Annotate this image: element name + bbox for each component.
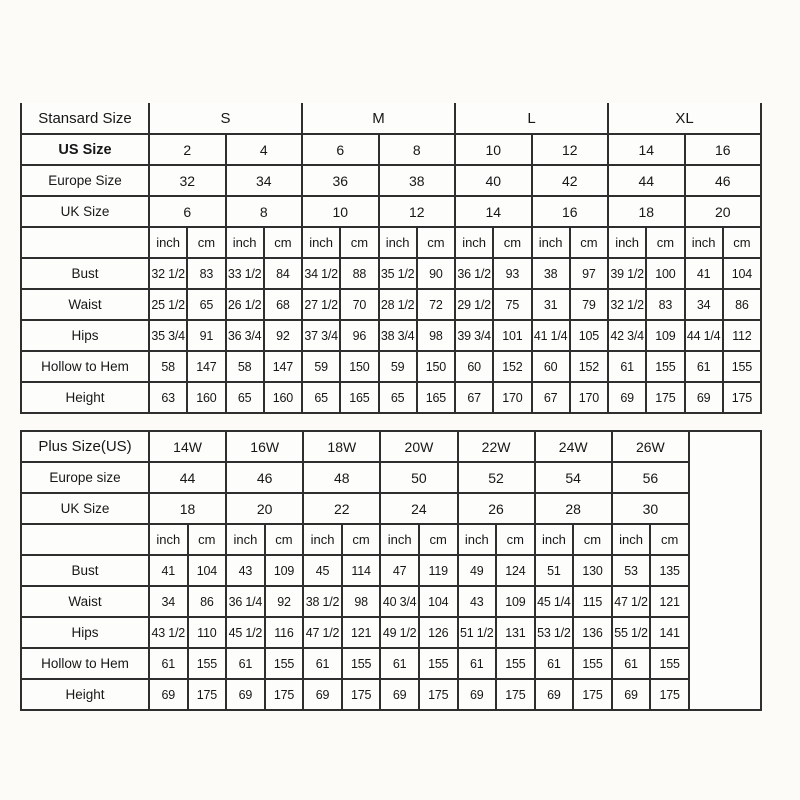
unit-label-cm: cm bbox=[646, 227, 684, 258]
measurement-value: 126 bbox=[419, 617, 458, 648]
unit-header-row bbox=[21, 227, 761, 258]
measurement-value: 45 bbox=[303, 555, 342, 586]
table-row bbox=[21, 555, 761, 586]
size-value: 16 bbox=[532, 196, 609, 227]
row-label-uk-size: UK Size bbox=[21, 196, 149, 227]
table-row bbox=[21, 134, 761, 165]
measurement-value: 141 bbox=[650, 617, 689, 648]
measurement-value: 38 bbox=[532, 258, 570, 289]
measurement-value: 69 bbox=[535, 679, 574, 710]
table-row bbox=[21, 165, 761, 196]
plus-size-header-16w: 16W bbox=[226, 431, 303, 462]
size-value: 46 bbox=[685, 165, 762, 196]
measurement-value: 175 bbox=[265, 679, 304, 710]
measurement-value: 170 bbox=[570, 382, 608, 413]
unit-label-inch: inch bbox=[535, 524, 574, 555]
measurement-value: 135 bbox=[650, 555, 689, 586]
measurement-value: 175 bbox=[723, 382, 761, 413]
measurement-value: 155 bbox=[573, 648, 612, 679]
size-value: 52 bbox=[458, 462, 535, 493]
unit-label-cm: cm bbox=[342, 524, 381, 555]
row-label-height: Height bbox=[21, 382, 149, 413]
size-value: 48 bbox=[303, 462, 380, 493]
table-row bbox=[21, 320, 761, 351]
measurement-value: 28 1/2 bbox=[379, 289, 417, 320]
measurement-value: 160 bbox=[187, 382, 225, 413]
measurement-value: 39 3/4 bbox=[455, 320, 493, 351]
size-value: 12 bbox=[379, 196, 456, 227]
measurement-value: 65 bbox=[187, 289, 225, 320]
measurement-value: 36 1/2 bbox=[455, 258, 493, 289]
measurement-value: 83 bbox=[646, 289, 684, 320]
measurement-value: 61 bbox=[303, 648, 342, 679]
measurement-value: 100 bbox=[646, 258, 684, 289]
measurement-value: 49 bbox=[458, 555, 497, 586]
size-value: 6 bbox=[302, 134, 379, 165]
size-value: 34 bbox=[226, 165, 303, 196]
size-value: 50 bbox=[380, 462, 457, 493]
measurement-value: 152 bbox=[570, 351, 608, 382]
measurement-value: 165 bbox=[340, 382, 378, 413]
size-value: 20 bbox=[226, 493, 303, 524]
measurement-value: 155 bbox=[496, 648, 535, 679]
measurement-value: 38 3/4 bbox=[379, 320, 417, 351]
measurement-value: 109 bbox=[646, 320, 684, 351]
measurement-value: 104 bbox=[419, 586, 458, 617]
measurement-value: 92 bbox=[265, 586, 304, 617]
measurement-value: 175 bbox=[573, 679, 612, 710]
unit-label-inch: inch bbox=[380, 524, 419, 555]
measurement-value: 40 3/4 bbox=[380, 586, 419, 617]
table-row bbox=[21, 493, 761, 524]
table-row bbox=[21, 351, 761, 382]
measurement-value: 51 1/2 bbox=[458, 617, 497, 648]
measurement-value: 150 bbox=[340, 351, 378, 382]
measurement-value: 26 1/2 bbox=[226, 289, 264, 320]
size-value: 44 bbox=[608, 165, 685, 196]
measurement-value: 69 bbox=[226, 679, 265, 710]
measurement-value: 27 1/2 bbox=[302, 289, 340, 320]
measurement-value: 34 1/2 bbox=[302, 258, 340, 289]
size-value: 44 bbox=[149, 462, 226, 493]
measurement-value: 63 bbox=[149, 382, 187, 413]
size-value: 22 bbox=[303, 493, 380, 524]
measurement-value: 115 bbox=[573, 586, 612, 617]
measurement-value: 160 bbox=[264, 382, 302, 413]
size-value: 30 bbox=[612, 493, 689, 524]
measurement-value: 49 1/2 bbox=[380, 617, 419, 648]
measurement-value: 84 bbox=[264, 258, 302, 289]
size-value: 42 bbox=[532, 165, 609, 196]
size-value: 8 bbox=[226, 196, 303, 227]
plus-size-header-22w: 22W bbox=[458, 431, 535, 462]
table-row bbox=[21, 289, 761, 320]
unit-label-inch: inch bbox=[303, 524, 342, 555]
row-label-hollow-to-hem: Hollow to Hem bbox=[21, 351, 149, 382]
measurement-value: 65 bbox=[302, 382, 340, 413]
row-label-waist: Waist bbox=[21, 289, 149, 320]
size-value: 28 bbox=[535, 493, 612, 524]
measurement-value: 61 bbox=[608, 351, 646, 382]
measurement-value: 25 1/2 bbox=[149, 289, 187, 320]
row-label-hips: Hips bbox=[21, 320, 149, 351]
measurement-value: 131 bbox=[496, 617, 535, 648]
measurement-value: 69 bbox=[458, 679, 497, 710]
measurement-value: 175 bbox=[496, 679, 535, 710]
measurement-value: 68 bbox=[264, 289, 302, 320]
measurement-value: 47 bbox=[380, 555, 419, 586]
unit-label-inch: inch bbox=[608, 227, 646, 258]
row-label-bust: Bust bbox=[21, 258, 149, 289]
size-value: 2 bbox=[149, 134, 226, 165]
measurement-value: 65 bbox=[226, 382, 264, 413]
corner-label: Stansard Size bbox=[21, 103, 149, 134]
measurement-value: 61 bbox=[149, 648, 188, 679]
measurement-value: 116 bbox=[265, 617, 304, 648]
size-group-header-m: M bbox=[302, 103, 455, 134]
measurement-value: 155 bbox=[650, 648, 689, 679]
measurement-value: 155 bbox=[646, 351, 684, 382]
measurement-value: 83 bbox=[187, 258, 225, 289]
measurement-value: 36 3/4 bbox=[226, 320, 264, 351]
unit-label-inch: inch bbox=[455, 227, 493, 258]
measurement-value: 32 1/2 bbox=[608, 289, 646, 320]
measurement-value: 136 bbox=[573, 617, 612, 648]
measurement-value: 175 bbox=[646, 382, 684, 413]
measurement-value: 67 bbox=[455, 382, 493, 413]
measurement-value: 79 bbox=[570, 289, 608, 320]
measurement-value: 72 bbox=[417, 289, 455, 320]
corner-label: Plus Size(US) bbox=[21, 431, 149, 462]
measurement-value: 58 bbox=[226, 351, 264, 382]
measurement-value: 98 bbox=[417, 320, 455, 351]
measurement-value: 109 bbox=[265, 555, 304, 586]
measurement-value: 104 bbox=[723, 258, 761, 289]
unit-label-cm: cm bbox=[188, 524, 227, 555]
size-group-header-l: L bbox=[455, 103, 608, 134]
size-value: 12 bbox=[532, 134, 609, 165]
measurement-value: 60 bbox=[455, 351, 493, 382]
size-value: 26 bbox=[458, 493, 535, 524]
unit-label-cm: cm bbox=[187, 227, 225, 258]
unit-label-inch: inch bbox=[458, 524, 497, 555]
measurement-value: 121 bbox=[342, 617, 381, 648]
measurement-value: 75 bbox=[493, 289, 531, 320]
unit-label-inch: inch bbox=[685, 227, 723, 258]
unit-label-inch: inch bbox=[226, 524, 265, 555]
measurement-value: 59 bbox=[379, 351, 417, 382]
measurement-value: 60 bbox=[532, 351, 570, 382]
row-label-hips: Hips bbox=[21, 617, 149, 648]
measurement-value: 41 bbox=[149, 555, 188, 586]
size-value: 46 bbox=[226, 462, 303, 493]
empty-spacer-column bbox=[689, 431, 761, 710]
measurement-value: 88 bbox=[340, 258, 378, 289]
size-value: 36 bbox=[302, 165, 379, 196]
measurement-value: 155 bbox=[265, 648, 304, 679]
size-value: 8 bbox=[379, 134, 456, 165]
measurement-value: 104 bbox=[188, 555, 227, 586]
unit-label-inch: inch bbox=[226, 227, 264, 258]
measurement-value: 175 bbox=[419, 679, 458, 710]
empty-label-cell bbox=[21, 227, 149, 258]
measurement-value: 110 bbox=[188, 617, 227, 648]
measurement-value: 92 bbox=[264, 320, 302, 351]
row-label-hollow-to-hem: Hollow to Hem bbox=[21, 648, 149, 679]
plus-size-header-14w: 14W bbox=[149, 431, 226, 462]
measurement-value: 44 1/4 bbox=[685, 320, 723, 351]
unit-label-cm: cm bbox=[650, 524, 689, 555]
row-label-europe-size: Europe size bbox=[21, 462, 149, 493]
measurement-value: 37 3/4 bbox=[302, 320, 340, 351]
measurement-value: 69 bbox=[380, 679, 419, 710]
unit-label-inch: inch bbox=[149, 227, 187, 258]
row-label-uk-size: UK Size bbox=[21, 493, 149, 524]
measurement-value: 101 bbox=[493, 320, 531, 351]
measurement-value: 98 bbox=[342, 586, 381, 617]
measurement-value: 165 bbox=[417, 382, 455, 413]
unit-label-cm: cm bbox=[419, 524, 458, 555]
measurement-value: 90 bbox=[417, 258, 455, 289]
unit-header-row bbox=[21, 524, 761, 555]
size-value: 16 bbox=[685, 134, 762, 165]
measurement-value: 53 1/2 bbox=[535, 617, 574, 648]
measurement-value: 47 1/2 bbox=[612, 586, 651, 617]
standard-size-table bbox=[20, 103, 762, 414]
unit-label-cm: cm bbox=[264, 227, 302, 258]
size-value: 54 bbox=[535, 462, 612, 493]
measurement-value: 61 bbox=[685, 351, 723, 382]
size-value: 14 bbox=[455, 196, 532, 227]
measurement-value: 155 bbox=[188, 648, 227, 679]
measurement-value: 93 bbox=[493, 258, 531, 289]
measurement-value: 47 1/2 bbox=[303, 617, 342, 648]
unit-label-cm: cm bbox=[723, 227, 761, 258]
measurement-value: 34 bbox=[149, 586, 188, 617]
empty-label-cell bbox=[21, 524, 149, 555]
measurement-value: 51 bbox=[535, 555, 574, 586]
plus-size-header-20w: 20W bbox=[380, 431, 457, 462]
table-row bbox=[21, 382, 761, 413]
measurement-value: 41 1/4 bbox=[532, 320, 570, 351]
measurement-value: 35 1/2 bbox=[379, 258, 417, 289]
row-label-waist: Waist bbox=[21, 586, 149, 617]
size-group-header-xl: XL bbox=[608, 103, 761, 134]
table-header-row bbox=[21, 103, 761, 134]
table-header-row bbox=[21, 431, 761, 462]
measurement-value: 155 bbox=[342, 648, 381, 679]
measurement-value: 152 bbox=[493, 351, 531, 382]
table-row bbox=[21, 462, 761, 493]
plus-size-header-24w: 24W bbox=[535, 431, 612, 462]
size-value: 6 bbox=[149, 196, 226, 227]
measurement-value: 39 1/2 bbox=[608, 258, 646, 289]
measurement-value: 53 bbox=[612, 555, 651, 586]
size-value: 18 bbox=[608, 196, 685, 227]
measurement-value: 34 bbox=[685, 289, 723, 320]
measurement-value: 58 bbox=[149, 351, 187, 382]
measurement-value: 41 bbox=[685, 258, 723, 289]
unit-label-cm: cm bbox=[417, 227, 455, 258]
measurement-value: 119 bbox=[419, 555, 458, 586]
measurement-value: 45 1/2 bbox=[226, 617, 265, 648]
measurement-value: 130 bbox=[573, 555, 612, 586]
unit-label-inch: inch bbox=[379, 227, 417, 258]
measurement-value: 59 bbox=[302, 351, 340, 382]
measurement-value: 69 bbox=[608, 382, 646, 413]
unit-label-inch: inch bbox=[302, 227, 340, 258]
measurement-value: 105 bbox=[570, 320, 608, 351]
row-label-europe-size: Europe Size bbox=[21, 165, 149, 196]
unit-label-cm: cm bbox=[570, 227, 608, 258]
measurement-value: 150 bbox=[417, 351, 455, 382]
unit-label-cm: cm bbox=[493, 227, 531, 258]
unit-label-cm: cm bbox=[265, 524, 304, 555]
unit-label-cm: cm bbox=[340, 227, 378, 258]
size-value: 38 bbox=[379, 165, 456, 196]
size-value: 56 bbox=[612, 462, 689, 493]
plus-size-header-26w: 26W bbox=[612, 431, 689, 462]
measurement-value: 86 bbox=[723, 289, 761, 320]
measurement-value: 69 bbox=[612, 679, 651, 710]
size-value: 18 bbox=[149, 493, 226, 524]
measurement-value: 61 bbox=[226, 648, 265, 679]
measurement-value: 29 1/2 bbox=[455, 289, 493, 320]
unit-label-cm: cm bbox=[496, 524, 535, 555]
row-label-us-size: US Size bbox=[21, 134, 149, 165]
plus-size-header-18w: 18W bbox=[303, 431, 380, 462]
size-value: 20 bbox=[685, 196, 762, 227]
size-group-header-s: S bbox=[149, 103, 302, 134]
unit-label-inch: inch bbox=[149, 524, 188, 555]
unit-label-inch: inch bbox=[612, 524, 651, 555]
size-value: 40 bbox=[455, 165, 532, 196]
measurement-value: 175 bbox=[188, 679, 227, 710]
measurement-value: 38 1/2 bbox=[303, 586, 342, 617]
measurement-value: 86 bbox=[188, 586, 227, 617]
size-value: 14 bbox=[608, 134, 685, 165]
measurement-value: 43 bbox=[458, 586, 497, 617]
row-label-height: Height bbox=[21, 679, 149, 710]
unit-label-inch: inch bbox=[532, 227, 570, 258]
plus-size-table bbox=[20, 430, 762, 711]
measurement-value: 33 1/2 bbox=[226, 258, 264, 289]
measurement-value: 43 1/2 bbox=[149, 617, 188, 648]
measurement-value: 91 bbox=[187, 320, 225, 351]
measurement-value: 69 bbox=[149, 679, 188, 710]
measurement-value: 43 bbox=[226, 555, 265, 586]
measurement-value: 175 bbox=[342, 679, 381, 710]
measurement-value: 45 1/4 bbox=[535, 586, 574, 617]
measurement-value: 147 bbox=[187, 351, 225, 382]
size-value: 24 bbox=[380, 493, 457, 524]
row-label-bust: Bust bbox=[21, 555, 149, 586]
measurement-value: 109 bbox=[496, 586, 535, 617]
measurement-value: 61 bbox=[535, 648, 574, 679]
measurement-value: 42 3/4 bbox=[608, 320, 646, 351]
measurement-value: 121 bbox=[650, 586, 689, 617]
measurement-value: 175 bbox=[650, 679, 689, 710]
size-value: 4 bbox=[226, 134, 303, 165]
measurement-value: 124 bbox=[496, 555, 535, 586]
measurement-value: 170 bbox=[493, 382, 531, 413]
measurement-value: 147 bbox=[264, 351, 302, 382]
size-value: 32 bbox=[149, 165, 226, 196]
measurement-value: 97 bbox=[570, 258, 608, 289]
measurement-value: 69 bbox=[685, 382, 723, 413]
table-row bbox=[21, 648, 761, 679]
measurement-value: 61 bbox=[612, 648, 651, 679]
table-row bbox=[21, 586, 761, 617]
measurement-value: 36 1/4 bbox=[226, 586, 265, 617]
measurement-value: 114 bbox=[342, 555, 381, 586]
measurement-value: 155 bbox=[723, 351, 761, 382]
measurement-value: 67 bbox=[532, 382, 570, 413]
measurement-value: 70 bbox=[340, 289, 378, 320]
table-row bbox=[21, 258, 761, 289]
size-value: 10 bbox=[302, 196, 379, 227]
measurement-value: 61 bbox=[458, 648, 497, 679]
measurement-value: 61 bbox=[380, 648, 419, 679]
measurement-value: 55 1/2 bbox=[612, 617, 651, 648]
table-row bbox=[21, 617, 761, 648]
size-value: 10 bbox=[455, 134, 532, 165]
measurement-value: 31 bbox=[532, 289, 570, 320]
table-row bbox=[21, 679, 761, 710]
measurement-value: 65 bbox=[379, 382, 417, 413]
measurement-value: 69 bbox=[303, 679, 342, 710]
table-row bbox=[21, 196, 761, 227]
measurement-value: 32 1/2 bbox=[149, 258, 187, 289]
measurement-value: 96 bbox=[340, 320, 378, 351]
measurement-value: 155 bbox=[419, 648, 458, 679]
unit-label-cm: cm bbox=[573, 524, 612, 555]
measurement-value: 35 3/4 bbox=[149, 320, 187, 351]
measurement-value: 112 bbox=[723, 320, 761, 351]
